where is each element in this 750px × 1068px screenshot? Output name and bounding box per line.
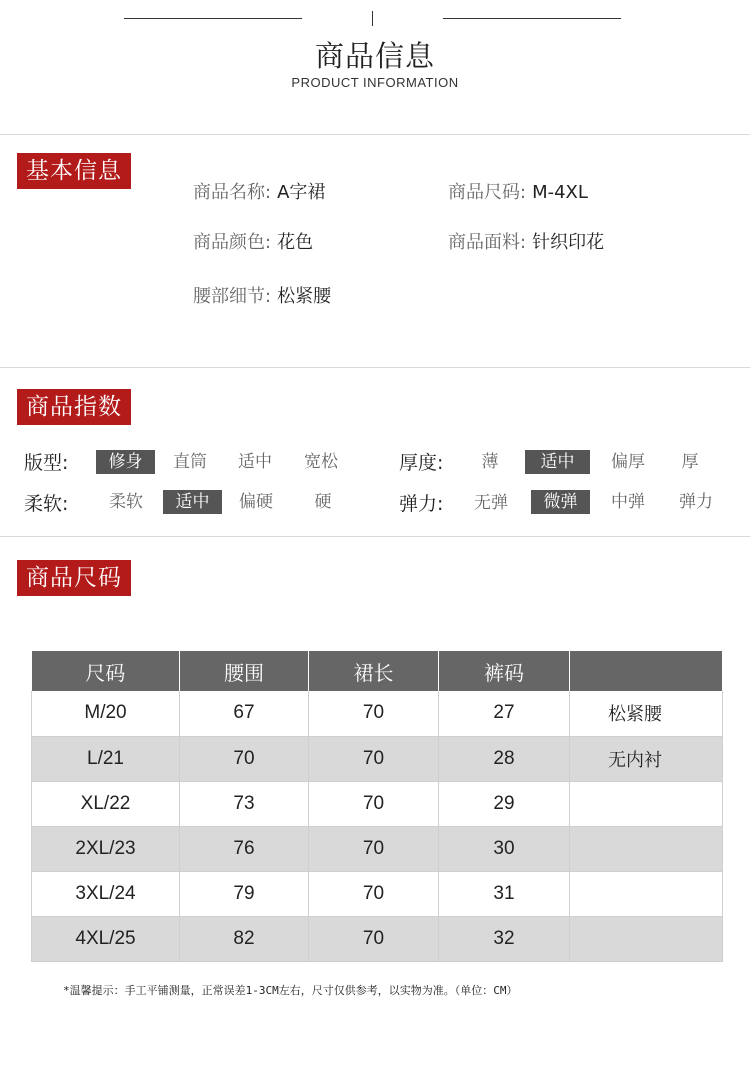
table-cell: 3XL/24 (32, 871, 180, 916)
index-label-elasticity: 弹力: (399, 493, 444, 515)
index-option-selected: 适中 (525, 450, 590, 474)
info-key: 商品颜色: (193, 232, 272, 253)
info-value: 针织印花 (532, 232, 605, 253)
table-cell: 28 (439, 736, 570, 781)
section-label-index: 商品指数 (17, 389, 131, 425)
table-cell: M/20 (32, 691, 180, 736)
table-cell (570, 826, 723, 871)
column-header: 尺码 (32, 651, 180, 691)
info-key: 商品尺码: (448, 182, 527, 203)
table-cell: 27 (439, 691, 570, 736)
info-value: M-4XL (532, 182, 588, 203)
table-cell: 70 (309, 781, 439, 826)
table-cell: 79 (180, 871, 309, 916)
table-cell (570, 871, 723, 916)
column-header: 腰围 (180, 651, 309, 691)
index-option: 中弹 (611, 492, 645, 512)
index-option: 硬 (314, 492, 332, 512)
page-subtitle: PRODUCT INFORMATION (291, 75, 459, 90)
column-header (570, 651, 723, 691)
table-cell: 73 (180, 781, 309, 826)
index-label-fit: 版型: (24, 452, 69, 474)
size-footnote: *温馨提示：手工平铺测量，正常误差1-3CM左右，尺寸仅供参考，以实物为准。（单位：CM） (63, 984, 518, 997)
table-cell: XL/22 (32, 781, 180, 826)
section-label-basic: 基本信息 (17, 153, 131, 189)
info-field-size (448, 178, 588, 204)
table-cell: 4XL/25 (32, 916, 180, 961)
header-center-tick (372, 11, 373, 26)
table-cell: 2XL/23 (32, 826, 180, 871)
index-option: 弹力 (679, 492, 713, 512)
index-option: 偏硬 (239, 492, 273, 512)
table-row (32, 781, 723, 826)
section-label-size: 商品尺码 (17, 560, 131, 596)
index-option: 厚 (681, 452, 699, 472)
index-option: 薄 (481, 452, 499, 472)
table-cell: 70 (309, 826, 439, 871)
size-table (31, 651, 723, 962)
table-cell (570, 916, 723, 961)
table-cell: 70 (180, 736, 309, 781)
table-row (32, 826, 723, 871)
page-title: 商品信息 (314, 39, 435, 73)
table-cell: 70 (309, 736, 439, 781)
table-cell: L/21 (32, 736, 180, 781)
table-cell: 70 (309, 691, 439, 736)
index-option: 柔软 (109, 492, 143, 512)
info-key: 商品面料: (448, 232, 527, 253)
table-row (32, 736, 723, 781)
divider (0, 536, 750, 537)
table-cell: 32 (439, 916, 570, 961)
table-cell: 松紧腰 (570, 691, 723, 736)
index-option-selected: 适中 (163, 490, 222, 514)
divider (0, 367, 750, 368)
column-header: 裙长 (309, 651, 439, 691)
index-option: 适中 (238, 452, 272, 472)
header-left-line (124, 18, 302, 19)
header-right-line (443, 18, 621, 19)
table-row (32, 871, 723, 916)
column-header: 裤码 (439, 651, 570, 691)
table-cell (570, 781, 723, 826)
table-row (32, 916, 723, 961)
index-option-selected: 微弹 (531, 490, 590, 514)
table-cell: 29 (439, 781, 570, 826)
index-label-thickness: 厚度: (399, 452, 444, 474)
index-option-selected: 修身 (96, 450, 155, 474)
index-option: 无弹 (474, 493, 508, 513)
table-row (32, 691, 723, 736)
index-option: 宽松 (304, 452, 338, 472)
table-header-row (32, 651, 723, 691)
index-option: 偏厚 (611, 452, 645, 472)
index-option: 直筒 (173, 452, 207, 472)
info-field-fabric (448, 228, 604, 254)
divider (0, 134, 750, 135)
info-key: 商品名称: (193, 182, 272, 203)
info-field-waist (193, 282, 331, 308)
table-cell: 76 (180, 826, 309, 871)
info-field-name (193, 178, 325, 204)
info-field-color (193, 228, 313, 254)
table-cell: 30 (439, 826, 570, 871)
info-key: 腰部细节: (193, 286, 272, 307)
table-cell: 70 (309, 916, 439, 961)
table-cell: 无内衬 (570, 736, 723, 781)
index-label-softness: 柔软: (24, 493, 69, 515)
info-value: A字裙 (277, 182, 326, 203)
info-value: 花色 (277, 232, 314, 253)
info-value: 松紧腰 (277, 286, 332, 307)
table-cell: 67 (180, 691, 309, 736)
table-cell: 82 (180, 916, 309, 961)
table-cell: 70 (309, 871, 439, 916)
table-cell: 31 (439, 871, 570, 916)
